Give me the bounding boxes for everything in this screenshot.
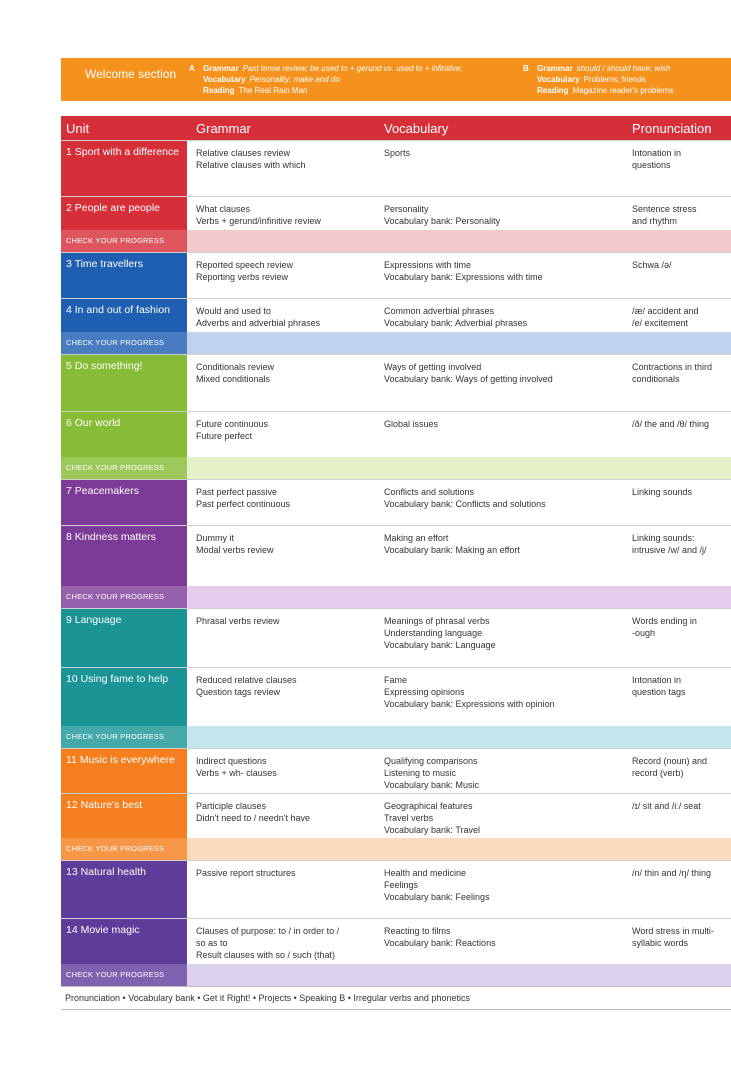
grammar-line: Reduced relative clauses xyxy=(196,675,297,685)
vocabulary-cell xyxy=(384,147,624,159)
pronunciation-cell xyxy=(632,305,730,329)
pronunciation-line: Words ending in xyxy=(632,616,697,626)
check-progress-label: CHECK YOUR PROGRESS xyxy=(66,236,165,245)
welcome-b-grammar-label: Grammar xyxy=(537,64,573,73)
grammar-line: Mixed conditionals xyxy=(196,374,271,384)
pronunciation-line: Record (noun) and xyxy=(632,756,708,766)
grammar-line: Past perfect passive xyxy=(196,487,278,497)
check-progress-label: CHECK YOUR PROGRESS xyxy=(66,970,165,979)
vocabulary-cell xyxy=(384,361,624,385)
vocabulary-line: Qualifying comparisons xyxy=(384,756,478,766)
table-row xyxy=(61,918,731,965)
check-progress-bar xyxy=(61,457,731,479)
vocabulary-line: Vocabulary bank: Language xyxy=(384,640,496,650)
table-row xyxy=(61,608,731,668)
header-unit: Unit xyxy=(66,121,90,136)
unit-cell xyxy=(61,668,187,727)
welcome-a-letter: A xyxy=(189,64,195,73)
pronunciation-cell xyxy=(632,755,730,779)
pronunciation-line: record (verb) xyxy=(632,768,684,778)
pronunciation-line: Schwa /ə/ xyxy=(632,260,672,270)
pronunciation-line: Linking sounds: xyxy=(632,533,695,543)
vocabulary-line: Vocabulary bank: Adverbial phrases xyxy=(384,318,528,328)
unit-title: 1 Sport with a difference xyxy=(66,146,180,158)
grammar-line: Question tags review xyxy=(196,687,281,697)
pronunciation-line: /e/ excitement xyxy=(632,318,689,328)
grammar-line: Past perfect continuous xyxy=(196,499,291,509)
unit-title: 11 Music is everywhere xyxy=(66,754,175,766)
vocabulary-cell xyxy=(384,755,624,791)
vocabulary-line: Vocabulary bank: Conflicts and solutions xyxy=(384,499,546,509)
pronunciation-line: Intonation in xyxy=(632,675,682,685)
unit-cell xyxy=(61,749,187,794)
grammar-line: Phrasal verbs review xyxy=(196,616,280,626)
pronunciation-line: Sentence stress xyxy=(632,204,697,214)
welcome-b-vocab-label: Vocabulary xyxy=(537,75,580,84)
unit-cell xyxy=(61,355,187,412)
check-progress-bar xyxy=(61,964,731,986)
check-progress-bar xyxy=(61,332,731,354)
grammar-cell xyxy=(196,203,376,227)
grammar-line: Conditionals review xyxy=(196,362,275,372)
pronunciation-cell xyxy=(632,800,730,812)
grammar-cell xyxy=(196,486,376,510)
pronunciation-cell xyxy=(632,418,730,430)
vocabulary-line: Expressions with time xyxy=(384,260,472,270)
grammar-line: Relative clauses review xyxy=(196,148,291,158)
grammar-line: Future continuous xyxy=(196,419,269,429)
unit-title: 8 Kindness matters xyxy=(66,531,156,543)
table-row xyxy=(61,793,731,839)
welcome-section xyxy=(61,58,731,101)
pronunciation-cell xyxy=(632,203,730,227)
pronunciation-line: intrusive /w/ and /j/ xyxy=(632,545,707,555)
vocabulary-line: Listening to music xyxy=(384,768,457,778)
unit-cell xyxy=(61,253,187,299)
grammar-line: Indirect questions xyxy=(196,756,267,766)
pronunciation-cell xyxy=(632,532,730,556)
pronunciation-line: Word stress in multi- xyxy=(632,926,714,936)
table-row xyxy=(61,525,731,587)
pronunciation-cell xyxy=(632,147,730,171)
vocabulary-line: Making an effort xyxy=(384,533,449,543)
grammar-cell xyxy=(196,867,376,879)
grammar-line: Passive report structures xyxy=(196,868,296,878)
welcome-b-letter: B xyxy=(523,64,529,73)
table-row xyxy=(61,298,731,333)
grammar-cell xyxy=(196,800,376,824)
table-row xyxy=(61,860,731,919)
welcome-a-reading-text: The Real Rain Man xyxy=(238,86,308,95)
unit-cell xyxy=(61,794,187,839)
table-header xyxy=(61,116,731,140)
grammar-cell xyxy=(196,418,376,442)
vocabulary-line: Vocabulary bank: Ways of getting involved xyxy=(384,374,553,384)
pronunciation-line: question tags xyxy=(632,687,686,697)
unit-title: 14 Movie magic xyxy=(66,924,140,936)
vocabulary-line: Fame xyxy=(384,675,408,685)
welcome-b-grammar-text: should / should have; wish xyxy=(576,64,671,73)
vocabulary-line: Vocabulary bank: Travel xyxy=(384,825,481,835)
pronunciation-line: Linking sounds xyxy=(632,487,693,497)
unit-title: 10 Using fame to help xyxy=(66,673,169,685)
vocabulary-line: Travel verbs xyxy=(384,813,434,823)
welcome-column-b xyxy=(523,63,674,96)
vocabulary-line: Vocabulary bank: Personality xyxy=(384,216,501,226)
pronunciation-cell xyxy=(632,925,730,949)
pronunciation-line: /æ/ accident and xyxy=(632,306,699,316)
vocabulary-cell xyxy=(384,800,624,836)
vocabulary-cell xyxy=(384,305,624,329)
unit-cell xyxy=(61,919,187,965)
pronunciation-line: -ough xyxy=(632,628,656,638)
unit-title: 6 Our world xyxy=(66,417,121,429)
grammar-line: Verbs + wh- clauses xyxy=(196,768,277,778)
grammar-cell xyxy=(196,147,376,171)
vocabulary-cell xyxy=(384,532,624,556)
vocabulary-line: Feelings xyxy=(384,880,419,890)
footer-links: Pronunciation • Vocabulary bank • Get it Right! • Projects • Speaking B • Irregular verbs and phonetics xyxy=(65,993,470,1003)
unit-title: 4 In and out of fashion xyxy=(66,304,170,316)
pronunciation-line: Contractions in third xyxy=(632,362,713,372)
grammar-line: so as to xyxy=(196,938,228,948)
grammar-cell xyxy=(196,925,376,961)
table-row xyxy=(61,196,731,231)
welcome-b-vocab-text: Problems; friends xyxy=(583,75,646,84)
welcome-b-reading-label: Reading xyxy=(537,86,569,95)
table-row xyxy=(61,479,731,526)
unit-title: 5 Do something! xyxy=(66,360,143,372)
vocabulary-cell xyxy=(384,867,624,903)
vocabulary-line: Ways of getting involved xyxy=(384,362,482,372)
vocabulary-cell xyxy=(384,203,624,227)
grammar-line: Would and used to xyxy=(196,306,271,316)
vocabulary-line: Reacting to films xyxy=(384,926,451,936)
unit-cell xyxy=(61,412,187,458)
check-progress-label: CHECK YOUR PROGRESS xyxy=(66,338,165,347)
check-progress-bar xyxy=(61,230,731,252)
table-row xyxy=(61,748,731,794)
welcome-column-a xyxy=(189,63,463,96)
check-progress-label: CHECK YOUR PROGRESS xyxy=(66,592,165,601)
pronunciation-line: questions xyxy=(632,160,671,170)
welcome-a-vocab-label: Vocabulary xyxy=(203,75,246,84)
vocabulary-cell xyxy=(384,259,624,283)
vocabulary-cell xyxy=(384,674,624,710)
vocabulary-line: Health and medicine xyxy=(384,868,467,878)
vocabulary-line: Sports xyxy=(384,148,411,158)
grammar-cell xyxy=(196,532,376,556)
vocabulary-line: Vocabulary bank: Expressions with time xyxy=(384,272,543,282)
welcome-a-vocab-text: Personality; make and do xyxy=(249,75,340,84)
pronunciation-line: /ɪ/ sit and /iː/ seat xyxy=(632,801,701,811)
unit-title: 7 Peacemakers xyxy=(66,485,139,497)
check-progress-label: CHECK YOUR PROGRESS xyxy=(66,844,165,853)
footer-bar xyxy=(61,986,731,1010)
vocabulary-line: Understanding language xyxy=(384,628,483,638)
unit-cell xyxy=(61,197,187,231)
pronunciation-cell xyxy=(632,674,730,698)
grammar-line: Dummy it xyxy=(196,533,234,543)
pronunciation-cell xyxy=(632,867,730,879)
vocabulary-line: Common adverbial phrases xyxy=(384,306,495,316)
grammar-line: Result clauses with so / such (that) xyxy=(196,950,336,960)
header-grammar: Grammar xyxy=(196,121,251,136)
pronunciation-line: syllabic words xyxy=(632,938,689,948)
check-progress-bar xyxy=(61,726,731,748)
grammar-cell xyxy=(196,615,376,627)
unit-cell xyxy=(61,480,187,526)
vocabulary-line: Vocabulary bank: Music xyxy=(384,780,480,790)
table-row xyxy=(61,667,731,727)
check-progress-bar xyxy=(61,586,731,608)
unit-title: 9 Language xyxy=(66,614,122,626)
grammar-line: Verbs + gerund/infinitive review xyxy=(196,216,321,226)
header-pronunciation: Pronunciation xyxy=(632,121,712,136)
grammar-line: Clauses of purpose: to / in order to / xyxy=(196,926,340,936)
pronunciation-line: conditionals xyxy=(632,374,680,384)
header-vocabulary: Vocabulary xyxy=(384,121,449,136)
pronunciation-line: /n/ thin and /ŋ/ thing xyxy=(632,868,712,878)
vocabulary-line: Meanings of phrasal verbs xyxy=(384,616,490,626)
vocabulary-line: Personality xyxy=(384,204,429,214)
vocabulary-line: Geographical features xyxy=(384,801,473,811)
welcome-a-reading-label: Reading xyxy=(203,86,235,95)
grammar-cell xyxy=(196,361,376,385)
unit-cell xyxy=(61,861,187,919)
welcome-title: Welcome section xyxy=(85,67,177,81)
unit-title: 3 Time travellers xyxy=(66,258,144,270)
grammar-cell xyxy=(196,755,376,779)
unit-cell xyxy=(61,299,187,333)
grammar-line: Future perfect xyxy=(196,431,253,441)
pronunciation-line: /ð/ the and /θ/ thing xyxy=(632,419,710,429)
table-row xyxy=(61,140,731,197)
grammar-line: Reported speech review xyxy=(196,260,294,270)
grammar-line: Didn't need to / needn't have xyxy=(196,813,311,823)
grammar-cell xyxy=(196,259,376,283)
table-row xyxy=(61,411,731,458)
grammar-line: Reporting verbs review xyxy=(196,272,289,282)
grammar-line: Relative clauses with which xyxy=(196,160,306,170)
vocabulary-line: Vocabulary bank: Feelings xyxy=(384,892,490,902)
pronunciation-line: and rhythm xyxy=(632,216,678,226)
vocabulary-line: Conflicts and solutions xyxy=(384,487,475,497)
pronunciation-cell xyxy=(632,486,730,498)
vocabulary-line: Expressing opinions xyxy=(384,687,465,697)
grammar-cell xyxy=(196,305,376,329)
vocabulary-line: Vocabulary bank: Reactions xyxy=(384,938,496,948)
check-progress-label: CHECK YOUR PROGRESS xyxy=(66,732,165,741)
unit-cell xyxy=(61,609,187,668)
welcome-a-grammar-text: Past tense review; be used to + gerund vs. used to + infinitive; xyxy=(242,64,463,73)
unit-title: 12 Nature's best xyxy=(66,799,143,811)
grammar-cell xyxy=(196,674,376,698)
pronunciation-cell xyxy=(632,259,730,271)
vocabulary-cell xyxy=(384,615,624,651)
grammar-line: Adverbs and adverbial phrases xyxy=(196,318,321,328)
pronunciation-line: Intonation in xyxy=(632,148,682,158)
grammar-line: Participle clauses xyxy=(196,801,267,811)
grammar-line: Modal verbs review xyxy=(196,545,274,555)
vocabulary-cell xyxy=(384,418,624,430)
unit-title: 13 Natural health xyxy=(66,866,146,878)
vocabulary-line: Global issues xyxy=(384,419,439,429)
vocabulary-cell xyxy=(384,925,624,949)
vocabulary-line: Vocabulary bank: Expressions with opinion xyxy=(384,699,555,709)
check-progress-label: CHECK YOUR PROGRESS xyxy=(66,463,165,472)
pronunciation-cell xyxy=(632,361,730,385)
unit-cell xyxy=(61,526,187,587)
table-row xyxy=(61,252,731,299)
welcome-a-grammar-label: Grammar xyxy=(203,64,239,73)
vocabulary-cell xyxy=(384,486,624,510)
check-progress-bar xyxy=(61,838,731,860)
vocabulary-line: Vocabulary bank: Making an effort xyxy=(384,545,520,555)
grammar-line: What clauses xyxy=(196,204,251,214)
unit-cell xyxy=(61,141,187,197)
unit-title: 2 People are people xyxy=(66,202,160,214)
welcome-b-reading-text: Magazine reader's problems xyxy=(572,86,674,95)
pronunciation-cell xyxy=(632,615,730,639)
table-row xyxy=(61,354,731,412)
